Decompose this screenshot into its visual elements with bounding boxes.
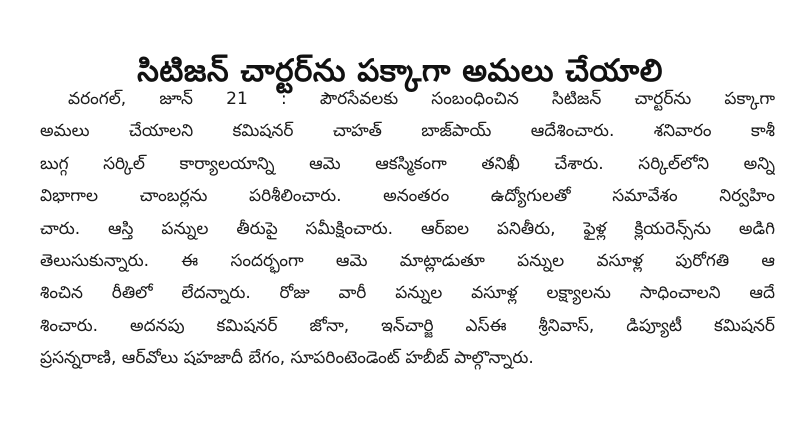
article-line: విభాగాల చాంబర్లను పరిశీలించారు. అనంతరం ఉద్యోగులతో సమావేశం నిర్వహిం bbox=[40, 186, 775, 207]
article-line: తెలుసుకున్నారు. ఈ సందర్భంగా ఆమె మాట్లాడుతూ పన్నుల వసూళ్ల పురోగతి ఆ bbox=[40, 250, 775, 271]
article-line: బుగ్గ సర్కిల్ కార్యాలయాన్ని ఆమె ఆకస్మికంగా తనిఖీ చేశారు. సర్కిల్‌లోని అన్ని bbox=[40, 153, 775, 174]
article-line: ప్రసన్నరాణి, ఆర్‌వోలు షహజాదీ బేగం, సూపరింటెండెంట్ హబీబ్ పాల్గొన్నారు. bbox=[40, 348, 534, 369]
article-line: అమలు చేయాలని కమిషనర్ చాహత్ బాజ్‌పాయ్ ఆదేశించారు. శనివారం కాశీ bbox=[40, 121, 775, 142]
article-line: శించారు. అదనపు కమిషనర్ జోనా, ఇన్‌చార్జి ఎస్ఈ శ్రీనివాస్, డిప్యూటీ కమిషనర్ bbox=[40, 315, 775, 336]
article-line: చారు. ఆస్తి పన్నుల తీరుపై సమీక్షించారు. ఆర్‌ఐల పనితీరు, ఫైళ్ల క్లియరెన్స్‌ను అడిగి bbox=[40, 218, 775, 239]
article-line: శించిన రీతిలో లేదన్నారు. రోజు వారీ పన్నుల వసూళ్ల లక్ష్యాలను సాధించాలని ఆదే bbox=[40, 283, 775, 304]
article-body bbox=[40, 83, 775, 375]
article-headline: సిటిజన్ చార్టర్‌ను పక్కాగా అమలు చేయాలి bbox=[137, 52, 663, 89]
previous-article-cut-text bbox=[40, 0, 680, 8]
next-article-cut-text bbox=[150, 410, 710, 430]
cut-text-fragment bbox=[40, 0, 680, 8]
article-line: వరంగల్, జూన్ 21 : పౌరసేవలకు సంబంధించిన సిటిజన్ చార్టర్‌ను పక్కాగా bbox=[68, 89, 775, 109]
